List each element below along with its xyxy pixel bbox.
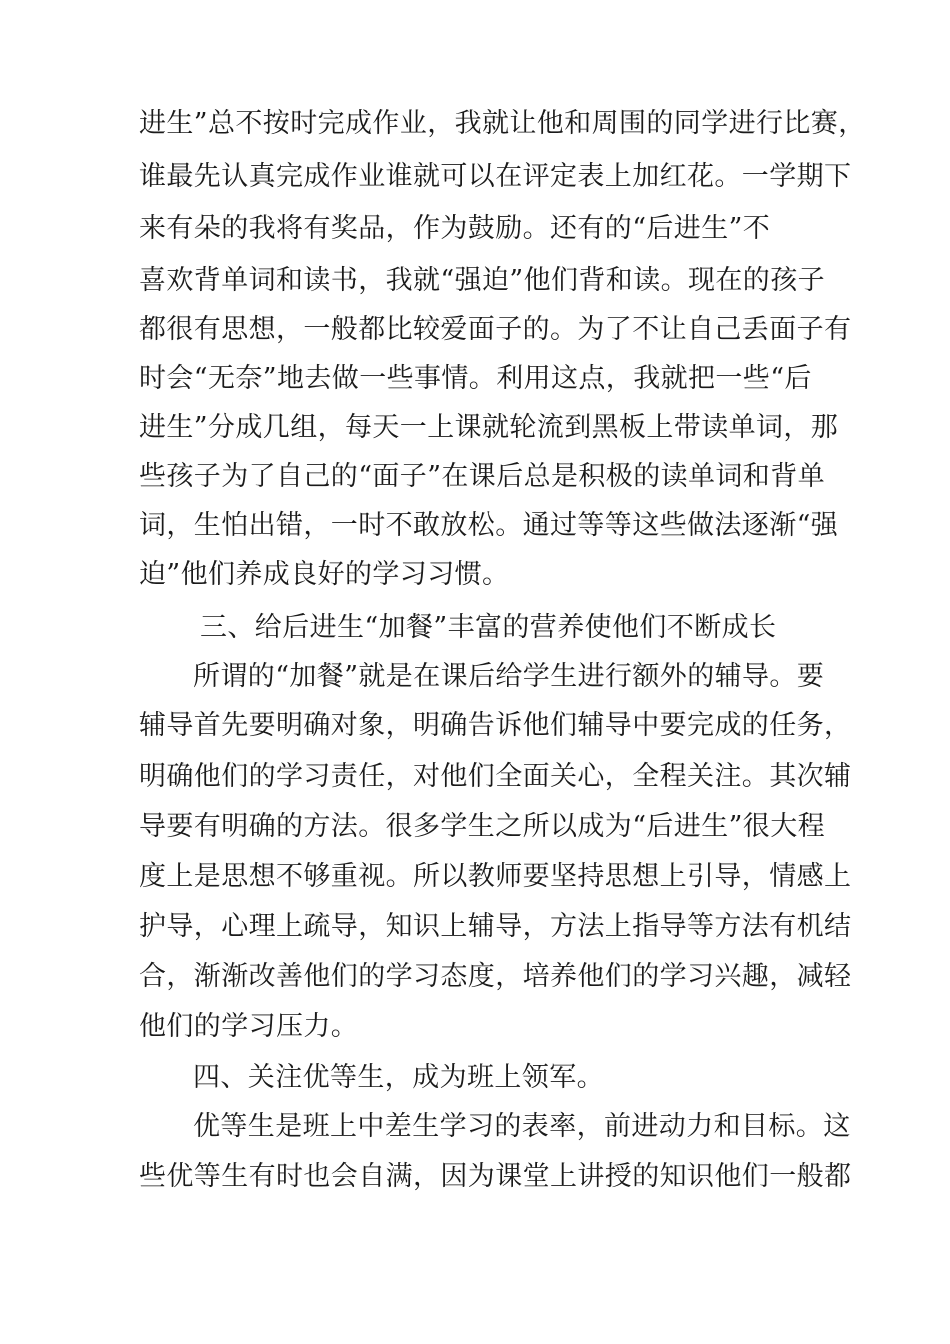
text-line: 些孩子为了自己的“面子”在课后总是积极的读单词和背单 [139, 461, 826, 492]
text-line: 优等生是班上中差生学习的表率，前进动力和目标。这 [193, 1111, 851, 1142]
text-line: 明确他们的学习责任，对他们全面关心，全程关注。其次辅 [139, 761, 852, 792]
text-line: 时会“无奈”地去做一些事情。利用这点，我就把一些“后 [139, 363, 812, 394]
text-line: 都很有思想，一般都比较爱面子的。为了不让自己丢面子有 [139, 314, 852, 345]
text-line: 合，渐渐改善他们的学习态度，培养他们的学习兴趣，减轻 [139, 961, 852, 992]
section-heading: 四、关注优等生，成为班上领军。 [193, 1062, 604, 1093]
text-line: 他们的学习压力。 [139, 1011, 359, 1042]
text-line: 进生”分成几组，每天一上课就轮流到黑板上带读单词，那 [139, 412, 839, 443]
text-line: 进生”总不按时完成作业，我就让他和周围的同学进行比赛， [139, 108, 866, 139]
section-heading: 三、给后进生“加餐”丰富的营养使他们不断成长 [200, 612, 777, 643]
text-line: 导要有明确的方法。很多学生之所以成为“后进生”很大程 [139, 811, 826, 842]
text-line: 所谓的“加餐”就是在课后给学生进行额外的辅导。要 [193, 661, 825, 692]
text-line: 些优等生有时也会自满，因为课堂上讲授的知识他们一般都 [139, 1161, 852, 1192]
text-line: 辅导首先要明确对象，明确告诉他们辅导中要完成的任务， [139, 710, 852, 741]
text-line: 迫”他们养成良好的学习习惯。 [139, 559, 510, 590]
text-line: 护导，心理上疏导，知识上辅导，方法上指导等方法有机结 [139, 911, 852, 942]
text-line: 度上是思想不够重视。所以教师要坚持思想上引导，情感上 [139, 861, 852, 892]
text-line: 喜欢背单词和读书，我就“强迫”他们背和读。现在的孩子 [139, 265, 826, 296]
text-line: 谁最先认真完成作业谁就可以在评定表上加红花。一学期下 [139, 161, 852, 192]
text-line: 来有朵的我将有奖品，作为鼓励。还有的“后进生”不 [139, 213, 771, 244]
text-line: 词，生怕出错，一时不敢放松。通过等等这些做法逐渐“强 [139, 510, 839, 541]
